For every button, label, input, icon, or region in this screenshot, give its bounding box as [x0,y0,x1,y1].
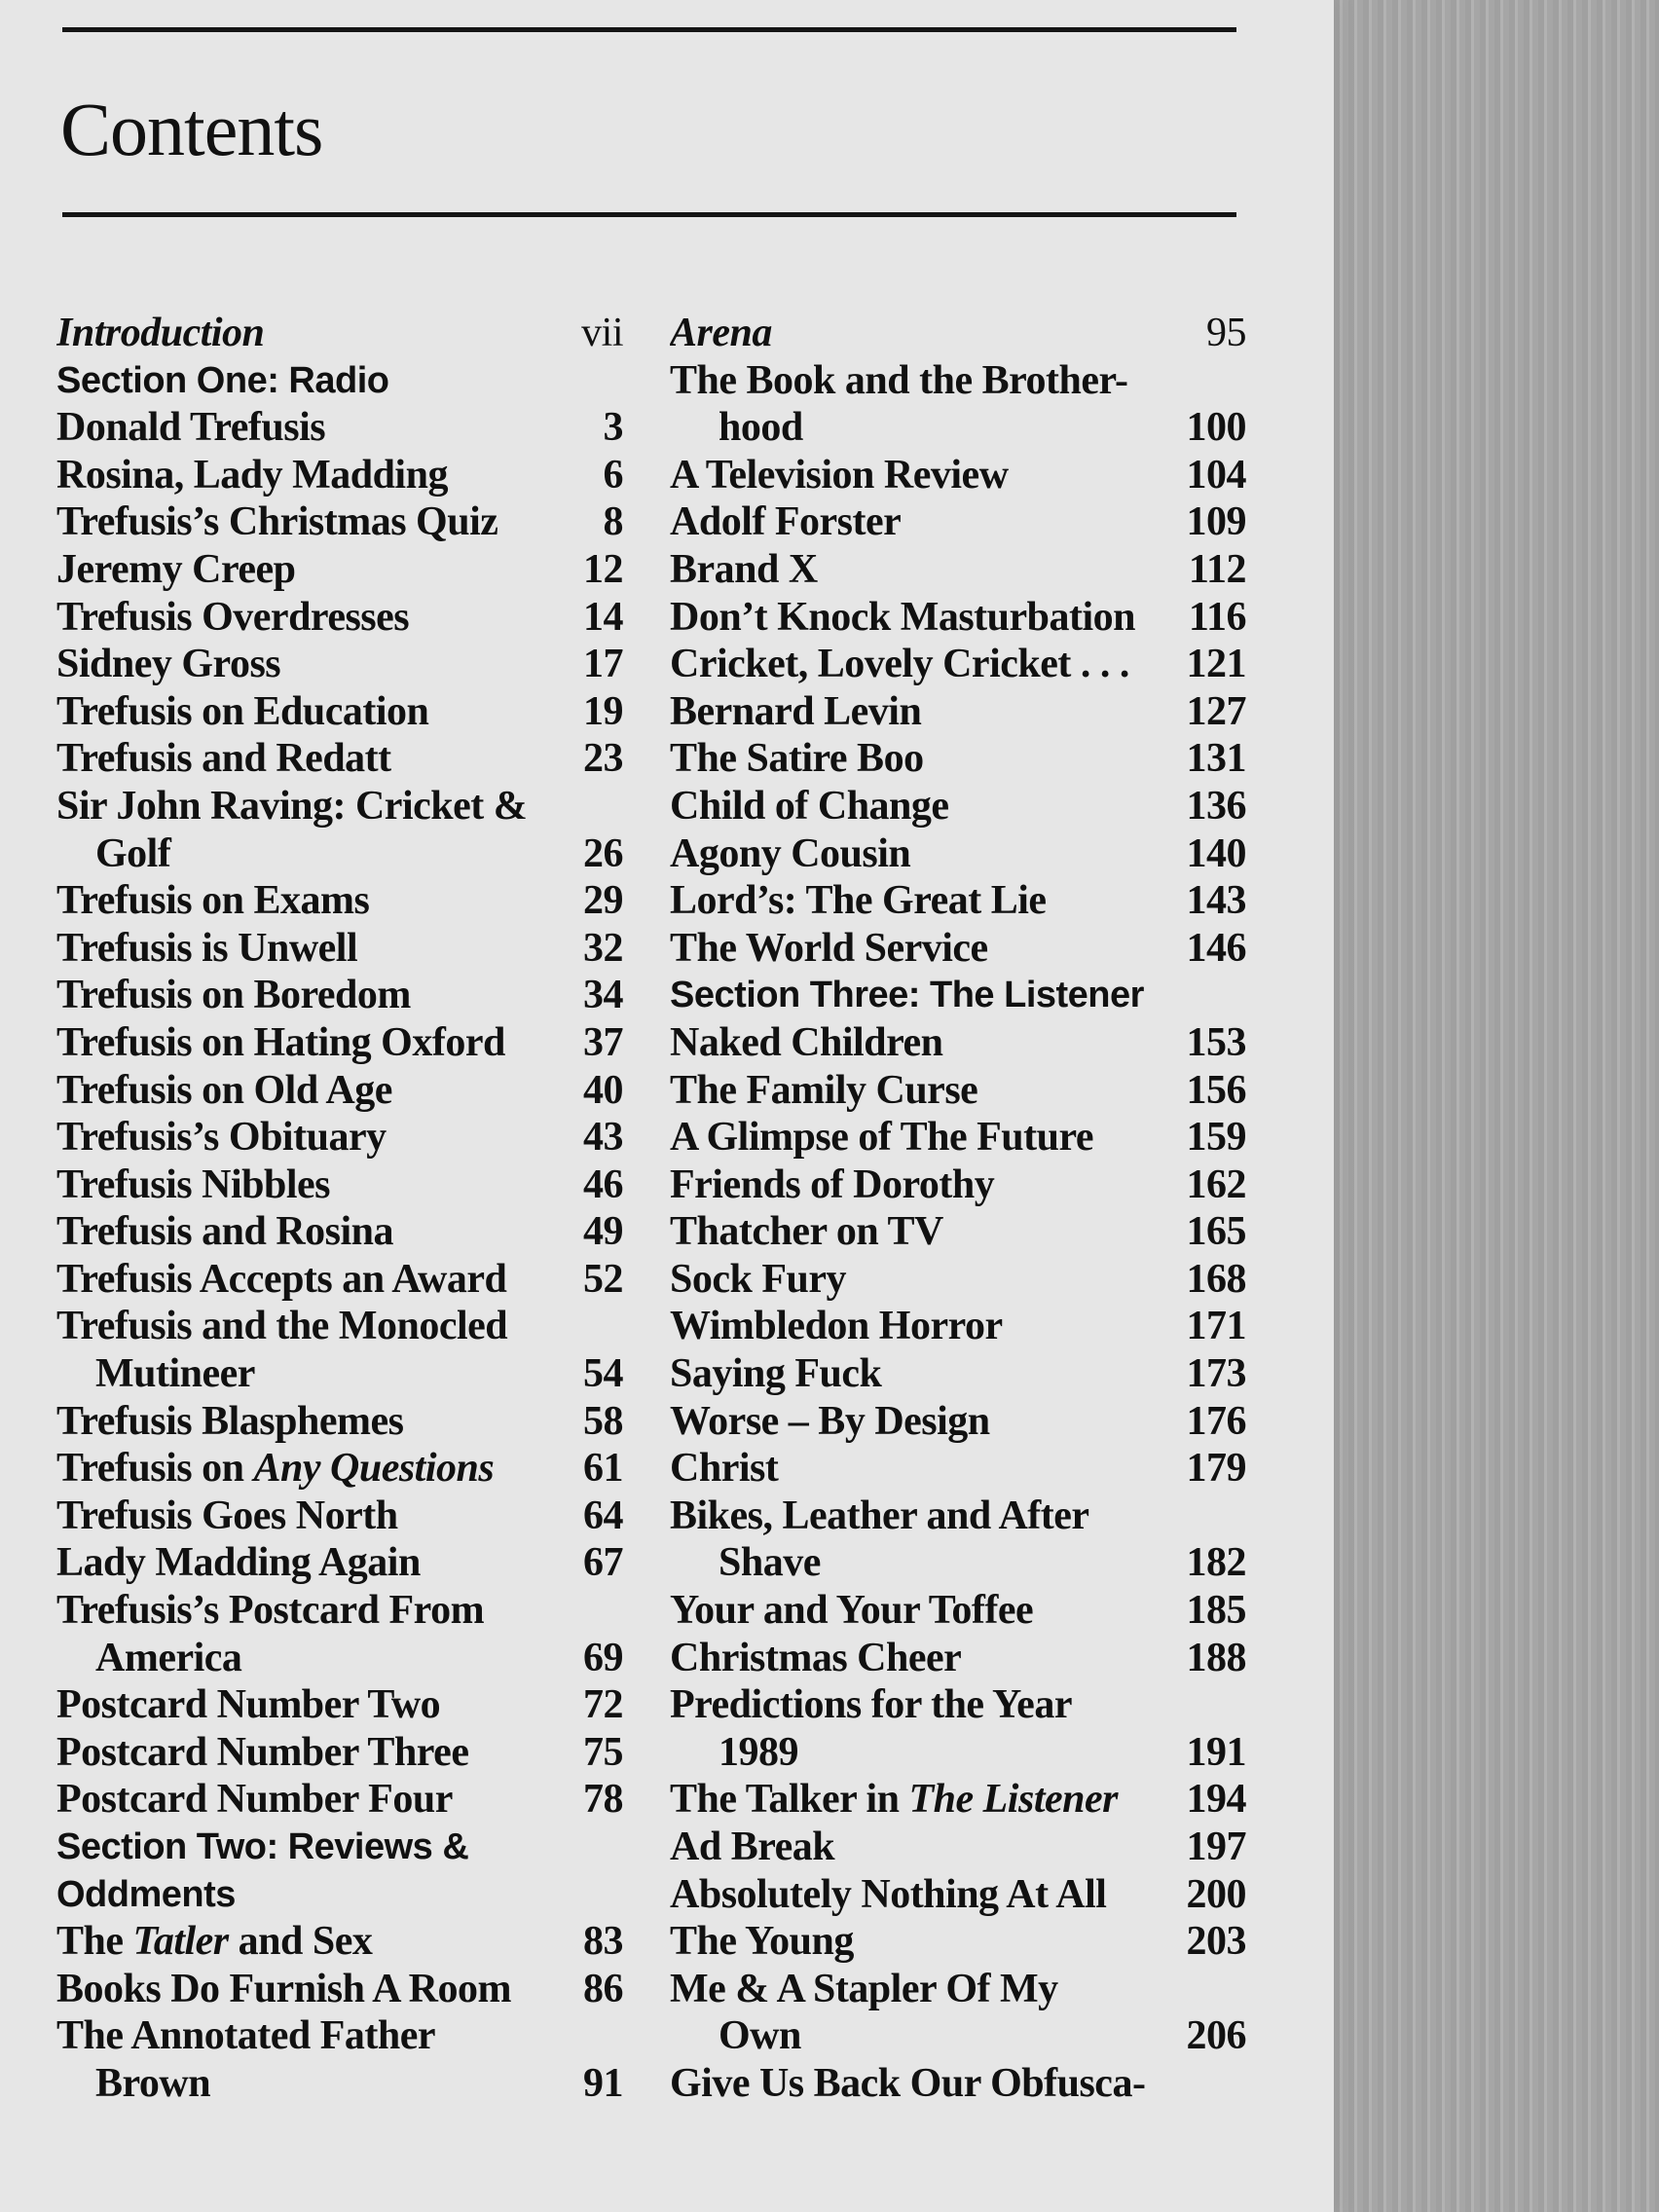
entry-page-number: 116 [1188,594,1246,640]
entry-title: The Talker in The Listener [670,1777,1118,1823]
entry-page-number: 191 [1186,1729,1246,1775]
entry-title: The Book and the Brother- [670,357,1128,403]
contents-entry [670,1208,1246,1256]
entry-page-number: 78 [583,1777,623,1823]
contents-entry [56,972,623,1019]
contents-entry [56,735,623,783]
contents-column-right [670,310,1246,2108]
contents-entry [670,1729,1246,1777]
entry-title: Brown [95,2060,211,2106]
contents-entry [670,1256,1246,1304]
entry-page-number: 146 [1186,925,1246,971]
entry-title: Give Us Back Our Obfusca- [670,2060,1146,2106]
entry-title: Friends of Dorothy [670,1161,995,1207]
contents-entry [56,1161,623,1209]
entry-page-number: 200 [1186,1871,1246,1917]
contents-entry [56,2060,623,2108]
contents-entry [670,1824,1246,1871]
entry-title: Section Three: The Listener [670,975,1144,1016]
entry-page-number: 23 [583,736,623,782]
contents-entry [670,1966,1246,2013]
entry-page-number: 49 [583,1209,623,1255]
entry-page-number: 46 [583,1161,623,1207]
entry-title: Trefusis and Rosina [56,1209,394,1255]
entry-title: Trefusis on Exams [56,878,370,924]
entry-title: Sidney Gross [56,642,281,687]
entry-title: Trefusis on Education [56,688,429,734]
entry-page-number: 182 [1186,1540,1246,1586]
entry-title: Postcard Number Four [56,1777,453,1823]
entry-page-number: 104 [1186,452,1246,498]
entry-page-number: 100 [1186,405,1246,451]
contents-entry [670,404,1246,452]
entry-page-number: 140 [1186,830,1246,876]
entry-page-number: 6 [603,452,623,498]
contents-entry [670,1303,1246,1350]
entry-page-number: 72 [583,1682,623,1728]
contents-entry [670,1587,1246,1635]
top-rule [62,27,1236,32]
contents-entry [670,1161,1246,1209]
entry-page-number: 153 [1186,1019,1246,1065]
entry-title: The Young [670,1919,854,1965]
entry-title: Trefusis on Old Age [56,1067,392,1113]
entry-page-number: 188 [1186,1635,1246,1680]
entry-title: Golf [95,830,171,876]
contents-entry [670,2012,1246,2060]
page-title: Contents [60,87,323,171]
contents-entry [56,1019,623,1067]
section-heading [56,357,623,405]
contents-entry [670,1776,1246,1824]
contents-entry [56,1635,623,1682]
entry-page-number: 26 [583,830,623,876]
contents-entry [56,1256,623,1304]
entry-title: Trefusis Goes North [56,1493,398,1538]
entry-page-number: 136 [1186,783,1246,829]
contents-entry [56,783,623,830]
entry-page-number: 173 [1186,1351,1246,1397]
entry-page-number: 43 [583,1115,623,1161]
contents-entry [56,1350,623,1398]
entry-title: The Annotated Father [56,2013,435,2059]
contents-entry [670,357,1246,405]
entry-title: Trefusis on Any Questions [56,1446,495,1492]
entry-title: Thatcher on TV [670,1209,943,1255]
entry-title: Brand X [670,546,818,592]
contents-entry [56,1067,623,1115]
entry-title: Trefusis’s Christmas Quiz [56,499,498,545]
section-heading [56,1824,623,1871]
entry-title: Trefusis’s Postcard From [56,1588,485,1634]
entry-page-number: 95 [1206,311,1246,355]
entry-title: Cricket, Lovely Cricket . . . [670,642,1129,687]
entry-title: America [95,1635,242,1680]
contents-entry [670,1493,1246,1540]
contents-entry [670,1918,1246,1966]
contents-entry [670,1398,1246,1446]
entry-title: Me & A Stapler Of My [670,1966,1058,2011]
entry-title: Trefusis and Redatt [56,736,391,782]
section-heading [670,972,1246,1019]
entry-title: Predictions for the Year [670,1682,1072,1728]
entry-page-number: 197 [1186,1825,1246,1869]
contents-entry [670,2060,1246,2108]
entry-page-number: 67 [583,1540,623,1586]
contents-entry [56,1493,623,1540]
entry-title: Introduction [56,311,265,355]
contents-entry [670,498,1246,546]
entry-page-number: 121 [1186,642,1246,687]
entry-page-number: 69 [583,1635,623,1680]
contents-entry [670,310,1246,357]
entry-title: The Satire Boo [670,736,924,782]
contents-entry [670,1019,1246,1067]
entry-page-number: 86 [583,1966,623,2011]
contents-entry [670,925,1246,973]
entry-page-number: 83 [583,1919,623,1965]
entry-title: The World Service [670,925,988,971]
entry-page-number: 159 [1186,1115,1246,1161]
contents-entry [56,1539,623,1587]
entry-title: Postcard Number Three [56,1729,469,1775]
entry-title: Trefusis Blasphemes [56,1398,404,1444]
entry-title: The Family Curse [670,1067,978,1113]
contents-entry [670,735,1246,783]
entry-page-number: 165 [1186,1209,1246,1255]
entry-title: Naked Children [670,1019,943,1065]
entry-title: Your and Your Toffee [670,1588,1034,1634]
contents-entry [670,830,1246,878]
entry-page-number: 52 [583,1256,623,1302]
contents-entry [56,1681,623,1729]
entry-page-number: 32 [583,925,623,971]
background-surface [1334,0,1659,2212]
entry-page-number: 37 [583,1019,623,1065]
title-rule [62,212,1236,217]
contents-entry [56,1918,623,1966]
contents-entry [670,1539,1246,1587]
entry-title: Arena [670,311,772,355]
entry-page-number: 40 [583,1067,623,1113]
entry-page-number: 127 [1186,688,1246,734]
entry-page-number: 3 [603,405,623,451]
entry-title: Jeremy Creep [56,546,296,592]
contents-entry [56,830,623,878]
entry-page-number: 112 [1188,546,1246,592]
contents-entry [56,877,623,925]
contents-entry [670,1114,1246,1161]
entry-title: Adolf Forster [670,499,902,545]
entry-title: Agony Cousin [670,830,911,876]
contents-entry [56,1303,623,1350]
contents-entry [670,594,1246,642]
contents-entry [56,688,623,736]
contents-entry [56,1208,623,1256]
entry-title: Ad Break [670,1825,835,1869]
entry-title: Christ [670,1446,779,1492]
contents-entry [56,1398,623,1446]
contents-entry [56,1114,623,1161]
entry-page-number: 61 [583,1446,623,1492]
entry-title: Section Two: Reviews & [56,1826,469,1867]
entry-page-number: 75 [583,1729,623,1775]
entry-page-number: 58 [583,1398,623,1444]
entry-title: Saying Fuck [670,1351,882,1397]
entry-title: Bernard Levin [670,688,922,734]
entry-page-number: 206 [1186,2013,1246,2059]
entry-title: Lord’s: The Great Lie [670,878,1047,924]
entry-title: The Tatler and Sex [56,1919,373,1965]
entry-page-number: 176 [1186,1398,1246,1444]
section-heading [56,1871,623,1919]
entry-title: Trefusis is Unwell [56,925,358,971]
contents-entry [56,641,623,688]
contents-entry [670,1445,1246,1493]
contents-entry [670,546,1246,594]
entry-title: Worse – By Design [670,1398,990,1444]
entry-title: hood [719,405,803,451]
contents-entry [56,1587,623,1635]
contents-entry [56,1445,623,1493]
entry-title: Don’t Knock Masturbation [670,594,1136,640]
contents-entry [56,498,623,546]
contents-entry [56,2012,623,2060]
contents-entry [670,1635,1246,1682]
contents-entry [56,1966,623,2013]
contents-entry [56,925,623,973]
entry-title: Oddments [56,1873,236,1915]
entry-title: Bikes, Leather and After [670,1493,1089,1538]
contents-entry [670,688,1246,736]
entry-page-number: 156 [1186,1067,1246,1113]
entry-page-number: 64 [583,1493,623,1538]
entry-title: Shave [719,1540,821,1586]
contents-entry [56,404,623,452]
entry-title: Trefusis Accepts an Award [56,1256,507,1302]
contents-entry [56,1776,623,1824]
contents-column-left [56,310,623,2108]
entry-title: Mutineer [95,1351,255,1397]
contents-entry [56,310,623,357]
entry-page-number: 14 [583,594,623,640]
entry-page-number: 168 [1186,1256,1246,1302]
entry-title: Donald Trefusis [56,405,326,451]
entry-title: Absolutely Nothing At All [670,1871,1107,1917]
contents-entry [670,1871,1246,1919]
entry-title: Books Do Furnish A Room [56,1966,511,2011]
entry-page-number: 179 [1186,1446,1246,1492]
entry-title: Trefusis Overdresses [56,594,410,640]
contents-entry [670,1067,1246,1115]
entry-page-number: 131 [1186,736,1246,782]
entry-title: Child of Change [670,783,949,829]
entry-title: 1989 [719,1729,798,1775]
contents-entry [670,783,1246,830]
contents-entry [56,594,623,642]
entry-title: Trefusis’s Obituary [56,1115,387,1161]
entry-page-number: 91 [583,2060,623,2106]
contents-entry [670,452,1246,499]
entry-title: Christmas Cheer [670,1635,962,1680]
entry-page-number: 29 [583,878,623,924]
entry-title: Trefusis and the Monocled [56,1304,508,1349]
contents-entry [670,641,1246,688]
entry-page-number: 194 [1186,1777,1246,1823]
entry-title: Sock Fury [670,1256,847,1302]
entry-title: Trefusis Nibbles [56,1161,330,1207]
entry-page-number: 162 [1186,1161,1246,1207]
contents-entry [670,1350,1246,1398]
entry-title: Postcard Number Two [56,1682,441,1728]
entry-title: Wimbledon Horror [670,1304,1003,1349]
entry-title: A Television Review [670,452,1009,498]
entry-page-number: 109 [1186,499,1246,545]
entry-title: Lady Madding Again [56,1540,421,1586]
entry-page-number: 17 [583,642,623,687]
entry-page-number: vii [581,311,623,355]
entry-page-number: 34 [583,973,623,1018]
entry-title: Section One: Radio [56,359,389,401]
contents-entry [56,546,623,594]
entry-page-number: 203 [1186,1919,1246,1965]
entry-page-number: 54 [583,1351,623,1397]
contents-entry [670,877,1246,925]
entry-title: Sir John Raving: Cricket & [56,783,528,829]
entry-page-number: 185 [1186,1588,1246,1634]
entry-title: Trefusis on Boredom [56,973,411,1018]
contents-entry [56,1729,623,1777]
entry-page-number: 19 [583,688,623,734]
entry-page-number: 171 [1186,1304,1246,1349]
entry-page-number: 12 [583,546,623,592]
entry-title: A Glimpse of The Future [670,1115,1093,1161]
entry-page-number: 8 [603,499,623,545]
contents-entry [56,452,623,499]
entry-title: Trefusis on Hating Oxford [56,1019,505,1065]
entry-page-number: 143 [1186,878,1246,924]
entry-title: Rosina, Lady Madding [56,452,448,498]
entry-title: Own [719,2013,801,2059]
contents-entry [670,1681,1246,1729]
